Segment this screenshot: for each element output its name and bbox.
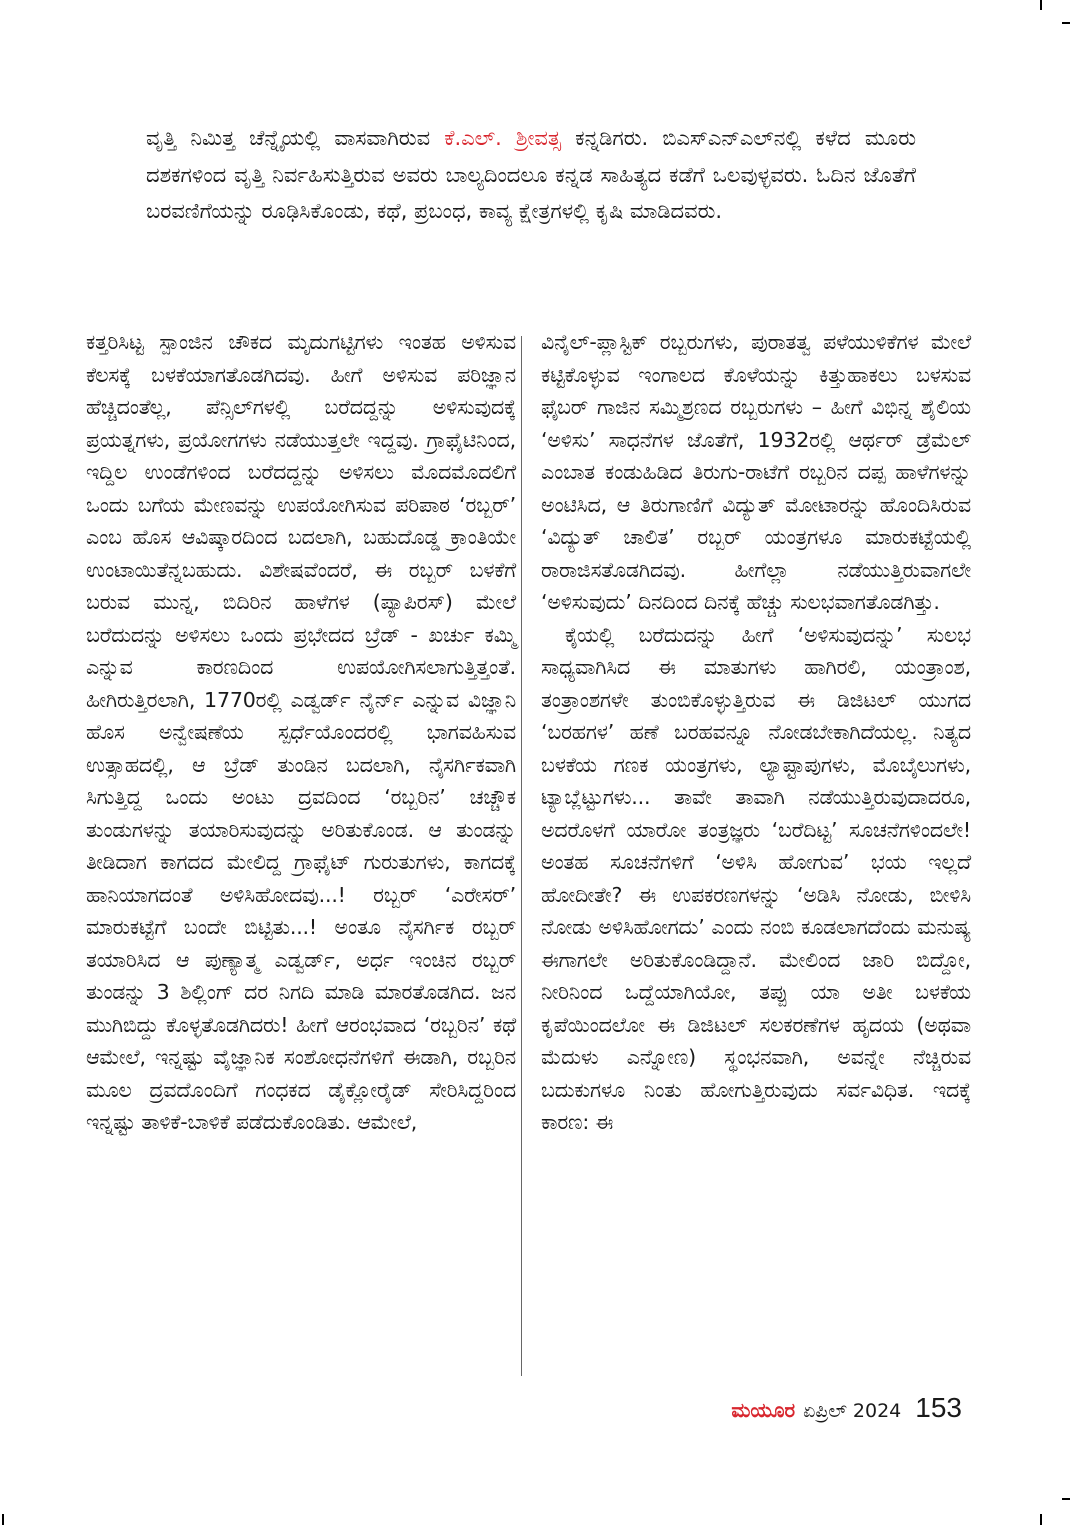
column-divider [521, 336, 522, 1376]
paragraph: ಕೈಯಲ್ಲಿ ಬರೆದುದನ್ನು ಹೀಗೆ ‘ಅಳಿಸುವುದನ್ನು’ ಸುಲಭ ಸಾಧ್ಯವಾಗಿಸಿದ ಈ ಮಾತುಗಳು ಹಾಗಿರಲಿ, ಯಂತ್ರಾಂಶ, ತಂತ್ರಾಂಶಗಳೇ ತುಂಬಿಕೊಳ್ಳುತ್ತಿರುವ ಈ ಡಿಜಿಟಲ್ ಯುಗದ ‘ಬರಹಗಳ’ ಹಣೆ ಬರಹವನ್ನೂ ನೋಡಬೇಕಾಗಿದೆಯಲ್ಲ. ನಿತ್ಯದ ಬಳಕೆಯ ಗಣಕ ಯಂತ್ರಗಳು, ಲ್ಯಾಪ್ಟಾಪುಗಳು, ಮೊಬೈಲುಗಳು, ಟ್ಯಾಬ್ಲೆಟ್ಟುಗಳು... ತಾವೇ ತಾವಾಗಿ ನಡೆಯುತ್ತಿರುವುದಾದರೂ, ಅದರೊಳಗೆ ಯಾರೋ ತಂತ್ರಜ್ಞರು ‘ಬರೆದಿಟ್ಟ’ ಸೂಚನೆಗಳಿಂದಲೇ! ಅಂತಹ ಸೂಚನೆಗಳಿಗೆ ‘ಅಳಿಸಿ ಹೋಗುವ’ ಭಯ ಇಲ್ಲದೆ ಹೋದೀತೇ? ಈ ಉಪಕರಣಗಳನ್ನು ‘ಅಡಿಸಿ ನೋಡು, ಬೀಳಿಸಿ ನೋಡು ಅಳಿಸಿಹೋಗದು’ ಎಂದು ನಂಬಿ ಕೂಡಲಾಗದೆಂದು ಮನುಷ್ಯ ಈಗಾಗಲೇ ಅರಿತುಕೊಂಡಿದ್ದಾನೆ. ಮೇಲಿಂದ ಜಾರಿ ಬಿದ್ದೋ, ನೀರಿನಿಂದ ಒದ್ದೆಯಾಗಿಯೋ, ತಪ್ಪು ಯಾ ಅತೀ ಬಳಕೆಯ ಕೃಪೆಯಿಂದಲೋ ಈ ಡಿಜಿಟಲ್ ಸಲಕರಣೆಗಳ ಹೃದಯ (ಅಥವಾ ಮೆದುಳು ಎನ್ನೋಣ) ಸ್ಥಂಭನವಾಗಿ, ಅವನ್ನೇ ನೆಚ್ಚಿರುವ ಬದುಕುಗಳೂ ನಿಂತು ಹೋಗುತ್ತಿರುವುದು ಸರ್ವವಿಧಿತ. ಇದಕ್ಕೆ ಕಾರಣ: ಈ [541, 622, 971, 1134]
paragraph: ಕತ್ತರಿಸಿಟ್ಟ ಸ್ಪಾಂಜಿನ ಚೌಕದ ಮೃದುಗಟ್ಟಿಗಳು ಇಂತಹ ಅಳಿಸುವ ಕೆಲಸಕ್ಕೆ ಬಳಕೆಯಾಗತೊಡಗಿದವು. ಹೀಗೆ ಅಳಿಸುವ ಪರಿಜ್ಞಾನ ಹೆಚ್ಚಿದಂತೆಲ್ಲ, ಪೆನ್ಸಿಲ್‌ಗಳಲ್ಲಿ ಬರೆದದ್ದನ್ನು ಅಳಿಸುವುದಕ್ಕೆ ಪ್ರಯತ್ನಗಳು, ಪ್ರಯೋಗಗಳು ನಡೆಯುತ್ತಲೇ ಇದ್ದವು. ಗ್ರಾಫೈಟಿನಿಂದ, ಇದ್ದಿಲ ಉಂಡೆಗಳಿಂದ ಬರೆದದ್ದನ್ನು ಅಳಿಸಲು ಮೊದಮೊದಲಿಗೆ ಒಂದು ಬಗೆಯ ಮೇಣವನ್ನು ಉಪಯೋಗಿಸುವ ಪರಿಪಾಠ ‘ರಬ್ಬರ್’ ಎಂಬ ಹೊಸ ಆವಿಷ್ಕಾರದಿಂದ ಬದಲಾಗಿ, ಬಹುದೊಡ್ಡ ಕ್ರಾಂತಿಯೇ ಉಂಟಾಯಿತೆನ್ನಬಹುದು. ವಿಶೇಷವೆಂದರೆ, ಈ ರಬ್ಬರ್ ಬಳಕೆಗೆ ಬರುವ ಮುನ್ನ, ಬಿದಿರಿನ ಹಾಳೆಗಳ (ಪ್ಯಾಪಿರಸ್) ಮೇಲೆ ಬರೆದುದನ್ನು ಅಳಿಸಲು ಒಂದು ಪ್ರಭೇದದ ಬ್ರೆಡ್ - ಖರ್ಚು ಕಮ್ಮಿ ಎನ್ನುವ ಕಾರಣದಿಂದ ಉಪಯೋಗಿಸಲಾಗುತ್ತಿತ್ತಂತೆ. ಹೀಗಿರುತ್ತಿರಲಾಗಿ, 1770ರಲ್ಲಿ ಎಡ್ವರ್ಡ್ ನೈರ್ನ್ ಎನ್ನುವ ವಿಜ್ಞಾನಿ ಹೊಸ ಅನ್ವೇಷಣೆಯ ಸ್ಪರ್ಧೆಯೊಂದರಲ್ಲಿ ಭಾಗವಹಿಸುವ ಉತ್ಸಾಹದಲ್ಲಿ, ಆ ಬ್ರೆಡ್ ತುಂಡಿನ ಬದಲಾಗಿ, ನೈಸರ್ಗಿಕವಾಗಿ ಸಿಗುತ್ತಿದ್ದ ಒಂದು ಅಂಟು ದ್ರವದಿಂದ ‘ರಬ್ಬರಿನ’ ಚಚ್ಚೌಕ ತುಂಡುಗಳನ್ನು ತಯಾರಿಸುವುದನ್ನು ಅರಿತುಕೊಂಡ. ಆ ತುಂಡನ್ನು ತೀಡಿದಾಗ ಕಾಗದದ ಮೇಲಿದ್ದ ಗ್ರಾಫೈಟ್ ಗುರುತುಗಳು, ಕಾಗದಕ್ಕೆ ಹಾನಿಯಾಗದಂತೆ ಅಳಿಸಿಹೋದವು...! ರಬ್ಬರ್ ‘ಎರೇಸರ್’ ಮಾರುಕಟ್ಟೆಗೆ ಬಂದೇ ಬಿಟ್ಟಿತು...! ಅಂತೂ ನೈಸರ್ಗಿಕ ರಬ್ಬರ್ ತಯಾರಿಸಿದ ಆ ಪುಣ್ಯಾತ್ಮ ಎಡ್ವರ್ಡ್, ಅರ್ಧ ಇಂಚಿನ ರಬ್ಬರ್ ತುಂಡನ್ನು 3 ಶಿಲ್ಲಿಂಗ್ ದರ ನಿಗದಿ ಮಾಡಿ ಮಾರತೊಡಗಿದ. ಜನ ಮುಗಿಬಿದ್ದು ಕೊಳ್ಳತೊಡಗಿದರು! ಹೀಗೆ ಆರಂಭವಾದ ‘ರಬ್ಬರಿನ’ ಕಥೆ ಆಮೇಲೆ, ಇನ್ನಷ್ಟು ವೈಜ್ಞಾನಿಕ ಸಂಶೋಧನೆಗಳಿಗೆ ಈಡಾಗಿ, ರಬ್ಬರಿನ ಮೂಲ ದ್ರವದೊಂದಿಗೆ ಗಂಧಕದ ಡೈಕ್ಲೋರೈಡ್ ಸೇರಿಸಿದ್ದರಿಂದ ಇನ್ನಷ್ಟು ತಾಳಿಕೆ-ಬಾಳಿಕೆ ಪಡೆದುಕೊಂಡಿತು. ಆಮೇಲೆ, [86, 330, 516, 1134]
intro-text-after: ಕನ್ನಡಿಗರು. ಬಿಎಸ್‌ಎನ್‌ಎಲ್‌ನಲ್ಲಿ ಕಳೆದ ಮೂರು ದಶಕಗಳಿಂದ ವೃತ್ತಿ ನಿರ್ವಹಿಸುತ್ತಿರುವ ಅವರು ಬಾಲ್ಯದಿಂದಲೂ ಕನ್ನಡ ಸಾಹಿತ್ಯದ ಕಡೆಗೆ ಒಲವುಳ್ಳವರು. ಓದಿನ ಜೊತೆಗೆ ಬರವಣಿಗೆಯನ್ನು ರೂಢಿಸಿಕೊಂಡು, ಕಥೆ, ಪ್ರಬಂಧ, ಕಾವ್ಯ ಕ್ಷೇತ್ರಗಳಲ್ಲಿ ಕೃಷಿ ಮಾಡಿದವರು. [146, 126, 916, 223]
page-number: 153 [915, 1392, 962, 1423]
crop-mark-bottom-left [1040, 1514, 1042, 1525]
crop-mark-bottom-right [1062, 1498, 1070, 1500]
crop-mark-bottom-far-left [2, 1514, 4, 1525]
page-footer [731, 1392, 962, 1432]
intro-text-before: ವೃತ್ತಿ ನಿಮಿತ್ತ ಚೆನ್ನೈಯಲ್ಲಿ ವಾಸವಾಗಿರುವ [146, 126, 445, 150]
crop-mark-top-left [1040, 0, 1042, 10]
crop-mark-top-right [1062, 22, 1070, 24]
issue-date: ಏಪ್ರಿಲ್ 2024 [803, 1400, 902, 1422]
paragraph: ವಿನೈಲ್-ಪ್ಲಾಸ್ಟಿಕ್ ರಬ್ಬರುಗಳು, ಪುರಾತತ್ವ ಪಳೆಯುಳಿಕೆಗಳ ಮೇಲೆ ಕಟ್ಟಿಕೊಳ್ಳುವ ಇಂಗಾಲದ ಕೊಳೆಯನ್ನು ಕಿತ್ತುಹಾಕಲು ಬಳಸುವ ಫೈಬರ್ ಗಾಜಿನ ಸಮ್ಮಿಶ್ರಣದ ರಬ್ಬರುಗಳು – ಹೀಗೆ ವಿಭಿನ್ನ ಶೈಲಿಯ ‘ಅಳಿಸು’ ಸಾಧನೆಗಳ ಜೊತೆಗೆ, 1932ರಲ್ಲಿ ಆರ್ಥರ್ ಡ್ರೆಮೆಲ್ ಎಂಬಾತ ಕಂಡುಹಿಡಿದ ತಿರುಗು-ರಾಟೆಗೆ ರಬ್ಬರಿನ ದಪ್ಪ ಹಾಳೆಗಳನ್ನು ಅಂಟಿಸಿದ, ಆ ತಿರುಗಾಣಿಗೆ ವಿದ್ಯುತ್ ಮೋಟಾರನ್ನು ಹೊಂದಿಸಿರುವ ‘ವಿದ್ಯುತ್ ಚಾಲಿತ’ ರಬ್ಬರ್ ಯಂತ್ರಗಳೂ ಮಾರುಕಟ್ಟೆಯಲ್ಲಿ ರಾರಾಜಿಸತೊಡಗಿದವು. ಹೀಗೆಲ್ಲಾ ನಡೆಯುತ್ತಿರುವಾಗಲೇ ‘ಅಳಿಸುವುದು’ ದಿನದಿಂದ ದಿನಕ್ಕೆ ಹೆಚ್ಚು ಸುಲಭವಾಗತೊಡಗಿತ್ತು. [541, 330, 971, 614]
author-intro [146, 120, 916, 230]
magazine-logo: ಮಯೂರ [731, 1398, 796, 1422]
author-name: ಕೆ.ಎಲ್. ಶ್ರೀವತ್ಸ [444, 126, 562, 150]
article-column-right [541, 326, 971, 1139]
article-column-left [86, 326, 516, 1139]
